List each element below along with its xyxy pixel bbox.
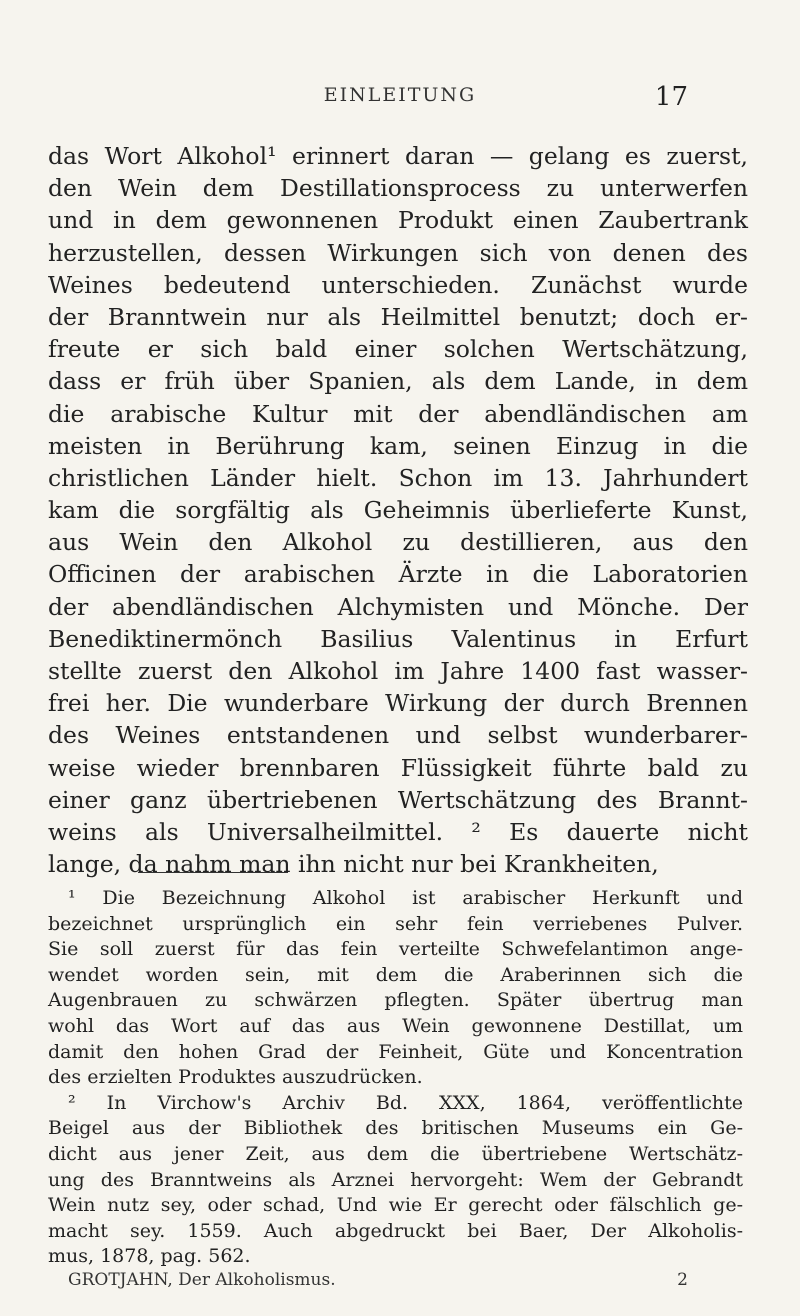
sheet-number: 2: [677, 1270, 688, 1290]
text-line: den Wein dem Destillationsprocess zu unterwerfen: [48, 174, 748, 203]
footnote-rule: [138, 872, 288, 873]
text-line: Benediktinermönch Basilius Valentinus in Erfurt: [48, 624, 748, 653]
text-line: die arabische Kultur mit der abendländischen am: [48, 399, 748, 428]
text-line: der Branntwein nur als Heilmittel benutzt; doch er-: [48, 302, 748, 331]
text-line: aus Wein den Alkohol zu destillieren, aus den: [48, 528, 748, 557]
text-line: christlichen Länder hielt. Schon im 13. Jahrhundert: [48, 463, 748, 492]
footnote-line: ¹ Die Bezeichnung Alkohol ist arabischer Herkunft und: [68, 887, 743, 909]
footnote-line: wendet worden sein, mit dem die Araberinnen sich die: [48, 963, 743, 986]
footnote-line: damit den hohen Grad der Feinheit, Güte und Koncentration: [48, 1040, 743, 1063]
printer-signature: GROTJAHN, Der Alkoholismus.: [68, 1270, 336, 1290]
text-line: lange, da nahm man ihn nicht nur bei Krankheiten,: [48, 850, 659, 879]
text-line: und in dem gewonnenen Produkt einen Zaubertrank: [48, 206, 748, 235]
text-line: des Weines entstandenen und selbst wunderbarer-: [48, 721, 748, 750]
text-line: kam die sorgfältig als Geheimnis überlieferte Kunst,: [48, 496, 748, 525]
running-head: EINLEITUNG: [323, 84, 477, 106]
text-line: weise wieder brennbaren Flüssigkeit führte bald zu: [48, 753, 748, 782]
footnote-line: macht sey. 1559. Auch abgedruckt bei Baer, Der Alkoholis-: [48, 1219, 743, 1242]
footnote-line: mus, 1878, pag. 562.: [48, 1245, 251, 1268]
text-line: einer ganz übertriebenen Wertschätzung des Brannt-: [48, 785, 748, 814]
text-line: das Wort Alkohol¹ erinnert daran — gelang es zuerst,: [48, 142, 748, 170]
main-text: [48, 140, 748, 880]
footnote-line: Augenbrauen zu schwärzen pflegten. Später übertrug man: [48, 989, 743, 1012]
footnote-line: Sie soll zuerst für das fein verteilte Schwefelantimon ange-: [48, 938, 743, 961]
text-line: frei her. Die wunderbare Wirkung der durch Brennen: [48, 689, 748, 718]
page-number: 17: [654, 82, 688, 112]
footnote-line: des erzielten Produktes auszudrücken.: [48, 1066, 423, 1089]
footnote-line: wohl das Wort auf das aus Wein gewonnene Destillat, um: [48, 1014, 743, 1037]
text-line: Officinen der arabischen Ärzte in die Laboratorien: [48, 560, 748, 589]
footnote-line: Wein nutz sey, oder schad, Und wie Er gerecht oder fälschlich ge-: [48, 1194, 743, 1217]
text-line: meisten in Berührung kam, seinen Einzug in die: [48, 431, 748, 460]
footnote-line: ² In Virchow's Archiv Bd. XXX, 1864, veröffentlichte: [68, 1091, 743, 1114]
footnotes: [48, 886, 743, 1270]
page-header: [0, 84, 800, 114]
footnote-line: ung des Branntweins als Arznei hervorgeht: Wem der Gebrandt: [48, 1168, 743, 1191]
footnote-line: Beigel aus der Bibliothek des britischen Museums ein Ge-: [48, 1117, 743, 1140]
text-line: stellte zuerst den Alkohol im Jahre 1400 fast wasser-: [48, 657, 748, 685]
text-line: freute er sich bald einer solchen Wertschätzung,: [48, 335, 748, 364]
text-line: herzustellen, dessen Wirkungen sich von denen des: [48, 238, 748, 267]
text-line: weins als Universalheilmittel. ² Es dauerte nicht: [48, 817, 748, 846]
footnote-line: bezeichnet ursprünglich ein sehr fein verriebenes Pulver.: [48, 912, 743, 935]
text-line: Weines bedeutend unterschieden. Zunächst wurde: [48, 270, 748, 299]
text-line: dass er früh über Spanien, als dem Lande, in dem: [48, 367, 748, 396]
text-line: der abendländischen Alchymisten und Mönche. Der: [48, 592, 748, 621]
footnote-line: dicht aus jener Zeit, aus dem die übertriebene Wertschätz-: [48, 1142, 743, 1165]
